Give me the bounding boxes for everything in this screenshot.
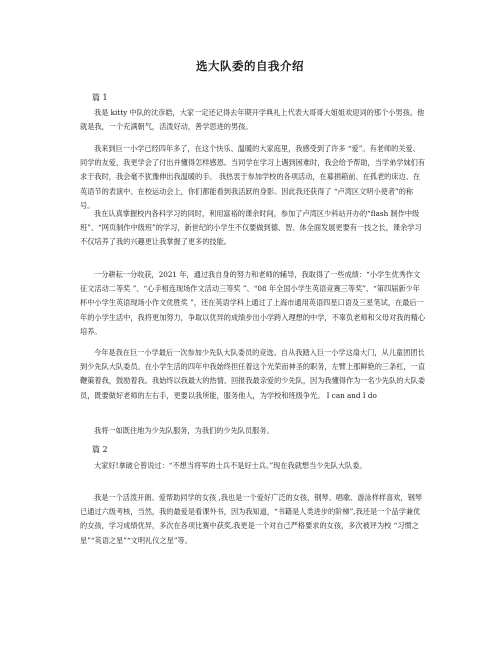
paragraph-2: 我来到巨一小学已经四年多了，在这个快乐、温暖的大家庭里，我感受到了许多 “爱”。有老师的关爱、同学的友爱，我更学会了付出并懂得怎样感恩。当同学在学习上遇到困难时，我会给予帮助，当学弟学妹们有求于我时，我会毫不犹豫伸出我温暖的手。 我热衷于参加学校的各项活动，在募捐箱前、在孤老的床边、在英语节的表演中、在校运动会上，你们都能看到我活跃的身影。因此我还获得了 “卢湾区文明小使者”的称号。 [80, 144, 426, 210]
section-heading-1: 篇 1 [92, 93, 108, 102]
paragraph-1: 我是 kitty 中队的沈彦皓，大家一定还记得去年期开学典礼上代表大哥哥大姐姐欢迎词的那个小男孩。他就是我，一个充满朝气，活泼好动，善学思进的男孩。 [80, 108, 425, 132]
document-title: 选大队委的自我介绍 [196, 59, 304, 73]
paragraph-6: 我将一如既往地为少先队服务，为我们的少先队员服务。 [94, 426, 274, 435]
paragraph-8: 我是一个活泼开朗、爱帮助同学的女孩 ,我也是一个爱好广泛的女孩，钢琴、唱歌、游泳样样喜欢，钢琴已通过六级考核，当然，我的最爱是看课外书，因为我知道，“书籍是人类进步的阶梯”,我还是一个品学兼优的女孩，学习成绩优异，多次在各项比赛中获奖,我更是一个对自己严格要求的女孩，多次被评为校 “习惯之星”“英语之星”“文明礼仪之星”等。 [80, 493, 423, 545]
paragraph-3: 我在认真掌握校内各科学习的同时，利用富裕的课余时间，参加了卢湾区少科站开办的“flash 制作中级班”、“网页制作中级班”的学习，新世纪的小学生不仅要做到德、智、体全面发展更要有一技之长，课余学习不仅培养了我的兴趣更让我掌握了更多的技能。 [80, 209, 422, 247]
paragraph-5: 今年是我在巨一小学最后一次参加少先队大队委员的竞选。自从我踏入巨一小学这扇大门，从儿童团团长到少先队大队委员。在小学生活的四年中我始终担任着这个光荣而神圣的职务，左臂上那鲜艳的三条杠，一直鞭策着我，鼓励着我。我始终以我最大的热情、回报我最亲爱的少先队，因为我懂得作为一名少先队的大队委员，既要做好老师的左右手，更要以我所能，服务他人，为学校和班级争光。 I can and I do [80, 348, 426, 400]
section-heading-2: 篇 2 [92, 445, 108, 454]
paragraph-4: 一分耕耘一分收获，2021 年，通过我自身的努力和老师的辅导，我取得了一些成绩：“小学生优秀作文征文活动二等奖 ”、“心手相连现场作文活动三等奖 ”、“08 年全国小学生英语竞赛三等奖”、“第四届新少年杯中小学生英语现场小作文优胜奖 ”，还在英语学科上通过了上海市通用英语四星口语及三星笔试，在最后一年的小学生活中，我将更加努力，争取以优异的成绩步出小学跨入理想的中学，不辜负老师和父母对我的精心培养。 [80, 270, 426, 336]
paragraph-7: 大家好!拿破仑曾说过：“不想当将军的士兵不是好士兵。”现在我就想当少先队大队委。 [94, 461, 367, 470]
